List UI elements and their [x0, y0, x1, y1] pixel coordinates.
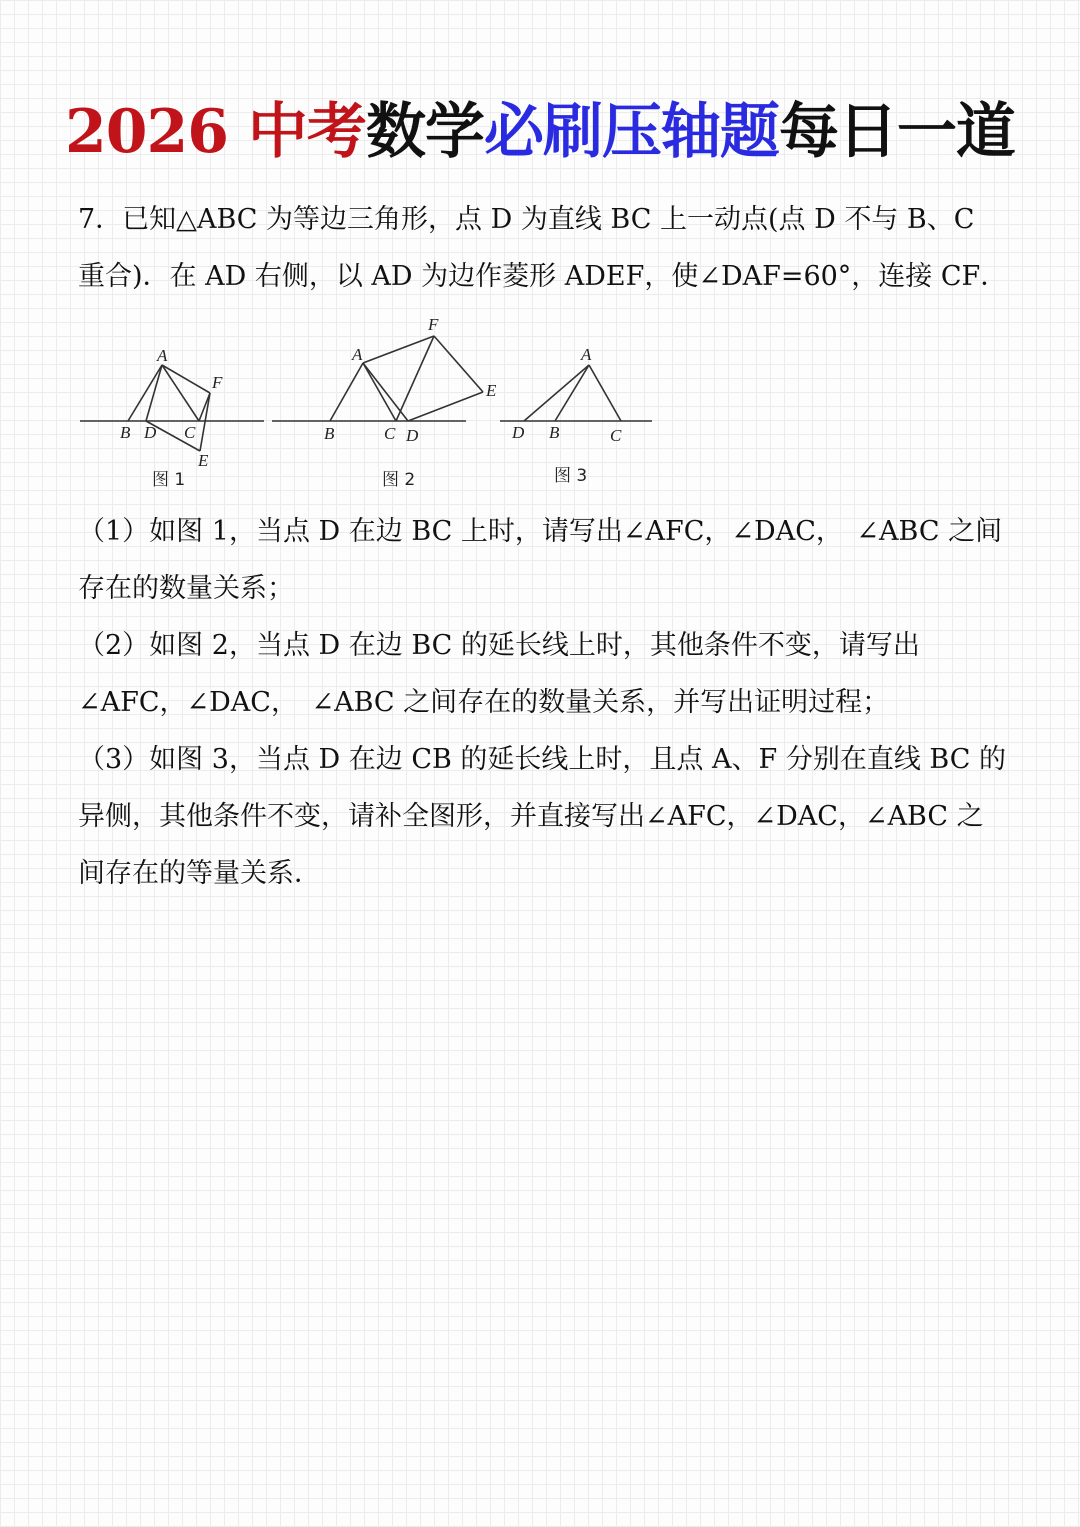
problem-part-3: （3）如图 3，当点 D 在边 CB 的延长线上时，且点 A、F 分别在直线 BC 的异侧，其他条件不变，请补全图形，并直接写出∠AFC，∠DAC，∠ABC 之间存在的等量关系． — [78, 744, 1006, 889]
fig2-label-d: D — [406, 426, 419, 445]
fig1-label-f: F — [212, 373, 223, 392]
page-title — [0, 92, 1080, 172]
fig3-label-c: C — [610, 426, 622, 445]
problem-part-1: （1）如图 1，当点 D 在边 BC 上时，请写出∠AFC，∠DAC， ∠ABC 之间存在的数量关系； — [78, 516, 1003, 604]
fig2-label-e: E — [486, 381, 497, 400]
figure-2 — [272, 336, 483, 421]
figure-1 — [80, 365, 264, 451]
title-subject: 数学 — [365, 97, 484, 167]
problem-stem — [78, 191, 1008, 305]
problem-stem-text: 7．已知△ABC 为等边三角形，点 D 为直线 BC 上一动点(点 D 不与 B、C 重合)．在 AD 右侧，以 AD 为边作菱形 ADEF，使∠DAF=60°，连接 CF． — [78, 204, 1008, 292]
title-highlight: 必刷压轴题 — [483, 97, 779, 167]
fig1-label-c: C — [184, 423, 196, 442]
fig3-caption: 图 3 — [554, 466, 588, 486]
fig1-label-d: D — [144, 423, 157, 442]
problem-figures — [78, 308, 658, 493]
title-daily: 每日一道 — [778, 97, 1015, 167]
fig3-label-b: B — [549, 423, 560, 442]
problem-part-2: （2）如图 2，当点 D 在边 BC 的延长线上时，其他条件不变，请写出∠AFC，∠DAC， ∠ABC 之间存在的数量关系，并写出证明过程； — [78, 630, 920, 718]
fig1-label-a: A — [157, 346, 168, 365]
fig3-label-d: D — [512, 423, 525, 442]
figure-3 — [500, 365, 652, 421]
fig2-label-b: B — [324, 424, 335, 443]
fig1-caption: 图 1 — [152, 470, 186, 490]
fig1-label-e: E — [198, 451, 209, 470]
fig2-label-a: A — [352, 345, 363, 364]
fig2-label-f: F — [428, 315, 439, 334]
fig1-label-b: B — [120, 423, 131, 442]
problem-parts — [78, 503, 1008, 902]
fig3-label-a: A — [581, 345, 592, 364]
title-year-exam: 2026 中考 — [65, 97, 366, 167]
fig2-caption: 图 2 — [382, 470, 416, 490]
fig2-label-c: C — [384, 424, 396, 443]
